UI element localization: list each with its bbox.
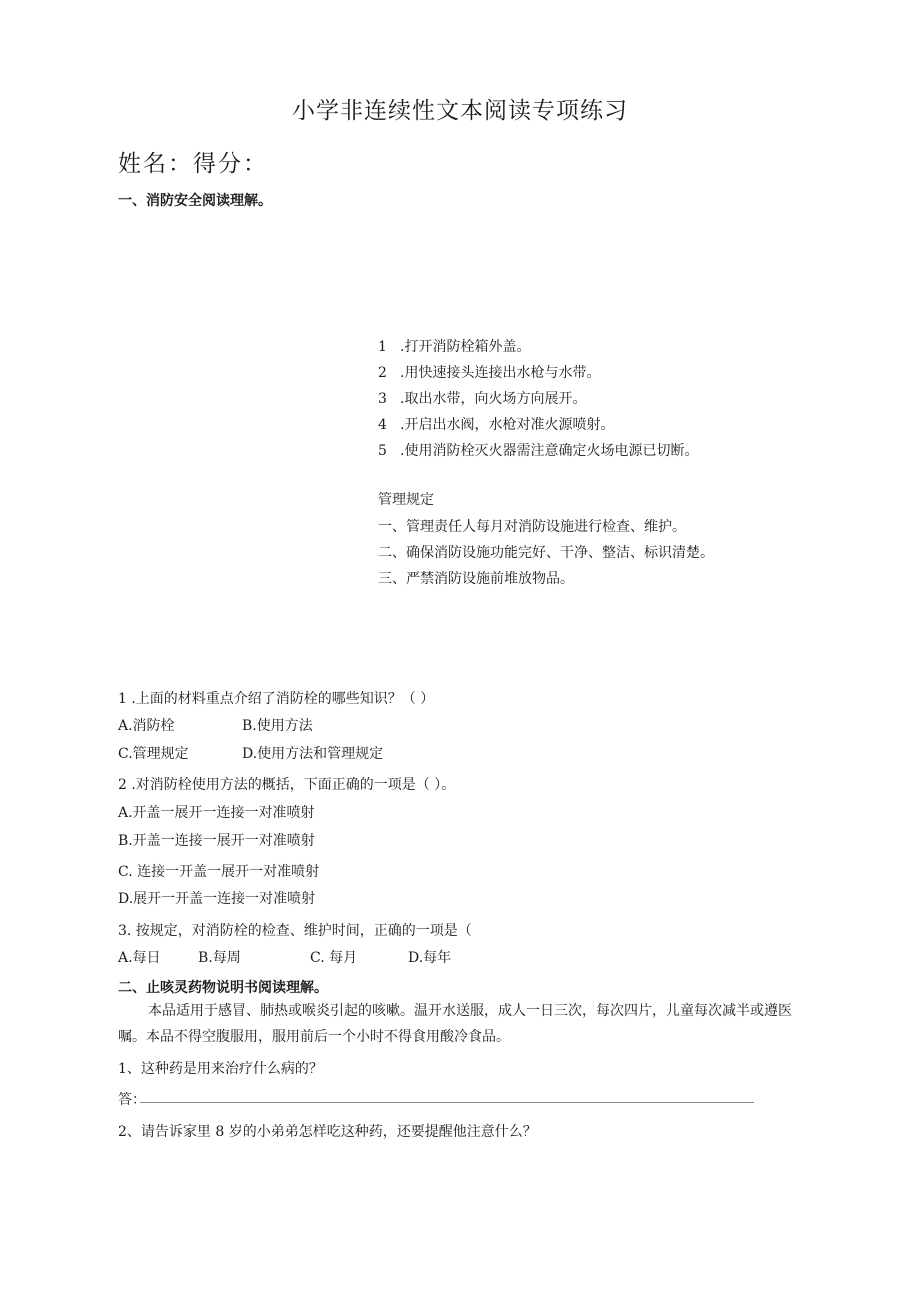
usage-step	[378, 362, 600, 382]
option-c: C. 每月	[310, 950, 358, 966]
option-c: C. 连接一开盖一展开一对准喷射	[118, 864, 320, 880]
option-c: C.管理规定	[118, 746, 189, 762]
step-text: .使用消防栓灭火器需注意确定火场电源已切断。	[400, 443, 699, 459]
step-number: 2	[378, 365, 387, 381]
option-a: A.每日	[118, 950, 161, 966]
option-d: D.使用方法和管理规定	[242, 746, 384, 762]
management-item: 二、确保消防设施功能完好、干净、整洁、标识清楚。	[378, 545, 714, 561]
step-number: 4	[378, 417, 387, 433]
step-text: .取出水带，向火场方向展开。	[400, 391, 587, 407]
name-score-label: 姓名：得分：	[118, 151, 268, 177]
option-b: B.使用方法	[242, 718, 313, 734]
option-d: D.每年	[408, 950, 452, 966]
step-number: 1	[378, 339, 387, 355]
usage-step	[378, 414, 614, 434]
option-a: A.开盖一展开一连接一对准喷射	[118, 805, 315, 821]
option-d: D.展开一开盖一连接一对准喷射	[118, 891, 316, 907]
step-text: .开启出水阀，水枪对准火源喷射。	[400, 417, 615, 433]
management-title: 管理规定	[378, 492, 434, 508]
management-item: 一、管理责任人每月对消防设施进行检查、维护。	[378, 519, 686, 535]
option-b: B.每周	[198, 950, 241, 966]
medicine-instructions: 本品适用于感冒、肺热或喉炎引起的咳嗽。温开水送服，成人一日三次，每次四片，儿童每次减半或遵医嘱。本品不得空腹服用，服用前后一个小时不得食用酸冷食品。	[118, 1003, 792, 1045]
question-stem: 1 .上面的材料重点介绍了消防栓的哪些知识？（ ）	[118, 691, 435, 707]
page-title: 小学非连续性文本阅读专项练习	[292, 98, 628, 124]
answer-line[interactable]	[140, 1102, 754, 1103]
step-text: .用快速接头连接出水枪与水带。	[400, 365, 601, 381]
usage-step	[378, 336, 530, 356]
question-stem: 3. 按规定，对消防栓的检查、维护时间，正确的一项是（	[118, 923, 472, 939]
step-text: .打开消防栓箱外盖。	[400, 339, 531, 355]
management-item: 三、严禁消防设施前堆放物品。	[378, 571, 574, 587]
question-stem: 2、请告诉家里 8 岁的小弟弟怎样吃这种药，还要提醒他注意什么？	[118, 1124, 537, 1140]
option-b: B.开盖一连接一展开一对准喷射	[118, 833, 315, 849]
section2-heading: 二、止咳灵药物说明书阅读理解。	[118, 980, 328, 996]
usage-step	[378, 440, 698, 460]
option-a: A.消防栓	[118, 718, 175, 734]
step-number: 3	[378, 391, 387, 407]
question-stem: 2 .对消防栓使用方法的概括，下面正确的一项是（ ）。	[118, 777, 456, 793]
step-number: 5	[378, 443, 387, 459]
section1-heading: 一、消防安全阅读理解。	[118, 193, 272, 209]
usage-step	[378, 388, 586, 408]
question-stem: 1、这种药是用来治疗什么病的？	[118, 1061, 323, 1077]
answer-label: 答：	[118, 1092, 146, 1108]
